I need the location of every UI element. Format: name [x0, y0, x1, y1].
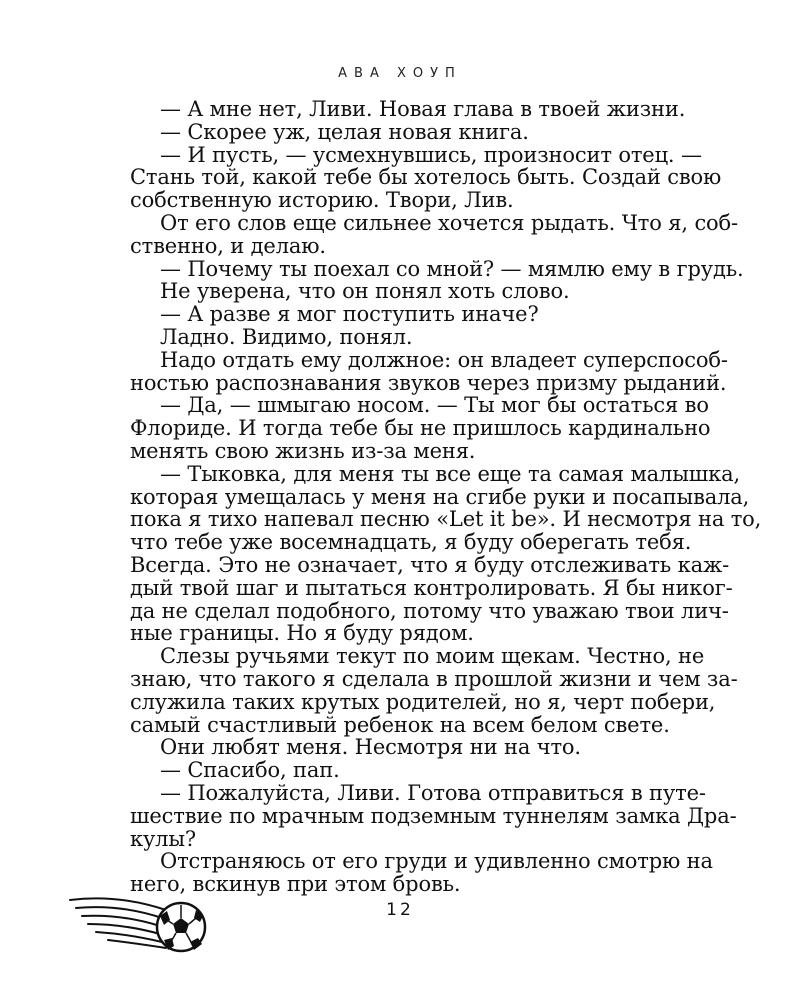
text-line: — И пусть, — усмехнувшись, произносит отец. —	[160, 142, 702, 167]
text-line: шествие по мрачным подземным туннелям замка Дра-	[130, 803, 737, 828]
text-line: служила таких крутых родителей, но я, черт побери,	[130, 689, 716, 714]
body-text	[130, 97, 762, 897]
text-line: самый счастливый ребенок на всем белом свете.	[130, 712, 670, 737]
text-line: Слезы ручьями текут по моим щекам. Честно, не	[160, 644, 705, 669]
text-line: Всегда. Это не означает, что я буду отслеживать каж-	[130, 552, 730, 577]
text-line: что тебе уже восемнадцать, я буду оберегать тебя.	[130, 530, 692, 555]
text-line: Не уверена, что он понял хоть слово.	[160, 279, 570, 304]
text-line: Ладно. Видимо, понял.	[160, 324, 413, 349]
text-line: Надо отдать ему должное: он владеет суперспособ-	[160, 347, 728, 372]
text-line: менять свою жизнь из-за меня.	[130, 438, 476, 463]
text-line: да не сделал подобного, потому что уважаю твои лич-	[130, 598, 729, 623]
text-line: — А разве я мог поступить иначе?	[160, 302, 539, 327]
text-line: — Пожалуйста, Ливи. Готова отправиться в путе-	[160, 780, 706, 805]
text-line: — Спасибо, пап.	[160, 758, 340, 783]
running-header: АВА ХОУП	[338, 66, 462, 81]
page-number: 12	[386, 900, 414, 920]
text-line: дый твой шаг и пытаться контролировать. Я бы никог-	[130, 575, 733, 600]
text-line: — Тыковка, для меня ты все еще та самая малышка,	[160, 461, 741, 486]
text-line: него, вскинув при этом бровь.	[130, 872, 461, 897]
text-line: кулы?	[130, 826, 197, 851]
text-line: пока я тихо напевал песню «Let it be». И несмотря на то,	[130, 507, 762, 532]
text-line: От его слов еще сильнее хочется рыдать. Что я, соб-	[160, 210, 738, 235]
text-line: собственную историю. Твори, Лив.	[130, 188, 514, 213]
text-line: Отстраняюсь от его груди и удивленно смотрю на	[160, 849, 713, 874]
text-line: — А мне нет, Ливи. Новая глава в твоей жизни.	[160, 97, 686, 121]
text-line: ностью распознавания звуков через призму рыданий.	[130, 370, 727, 395]
text-line: знаю, что такого я сделала в прошлой жизни и чем за-	[130, 666, 738, 691]
text-line: ственно, и делаю.	[130, 233, 326, 258]
text-line: — Почему ты поехал со мной? — мямлю ему в грудь.	[160, 256, 744, 281]
text-line: — Да, — шмыгаю носом. — Ты мог бы остаться во	[160, 393, 709, 418]
text-line: Флориде. И тогда тебе бы не пришлось кардинально	[130, 416, 711, 441]
text-line: которая умещалась у меня на сгибе руки и посапывала,	[130, 484, 750, 509]
text-line: Стань той, какой тебе бы хотелось быть. Создай свою	[130, 165, 722, 190]
text-line: Они любят меня. Несмотря ни на что.	[160, 735, 581, 760]
text-line: ные границы. Но я буду рядом.	[130, 621, 474, 646]
text-line: — Скорее уж, целая новая книга.	[160, 119, 529, 144]
